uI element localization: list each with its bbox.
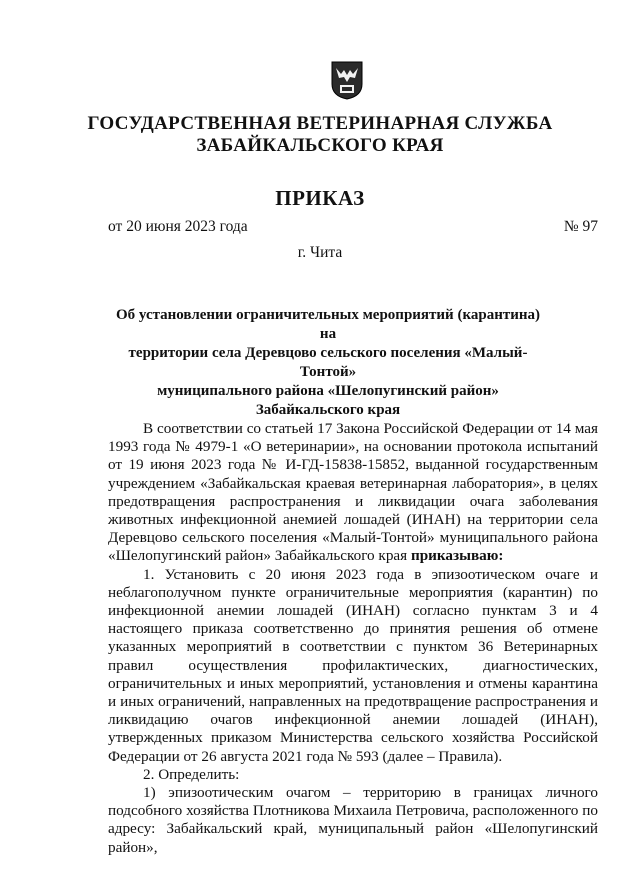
paragraph-item-2: 2. Определить: (143, 765, 240, 783)
order-date: от 20 июня 2023 года (108, 218, 248, 235)
coat-of-arms-icon (330, 60, 364, 100)
preamble-text: В соответствии со статьей 17 Закона Российской Федерации от 14 мая 1993 года № 4979-1 «О ветеринарии», на основании протокола испытаний от 19 июня 2023 года № И-ГД-15838-15852, выданной государственным учреждением «Забайкальская краевая ветеринарная лаборатория», в целях предотвращения распространения и ликвидации очага заболевания животных инфекционной анемией лошадей (ИНАН) на территории села Деревцово сельского поселения «Малый-Тонтой» муниципального района «Шелопугинский район» Забайкальского края (108, 420, 598, 565)
document-title: ПРИКАЗ (275, 186, 365, 210)
subject-line-3: муниципального района «Шелопугинский район» (157, 383, 499, 399)
order-verb: приказываю: (410, 547, 504, 565)
order-subject (110, 306, 546, 420)
subject-line-4: Забайкальского края (255, 402, 401, 418)
subject-line-2: территории села Деревцово сельского поселения «Малый-Тонтой» (128, 345, 528, 380)
order-body (108, 420, 598, 857)
organization-name-line-1: ГОСУДАРСТВЕННАЯ ВЕТЕРИНАРНАЯ СЛУЖБА (87, 113, 553, 134)
order-city: г. Чита (297, 244, 343, 261)
order-number: № 97 (563, 218, 598, 235)
paragraph-preamble (108, 420, 598, 566)
paragraph-item-1: 1. Установить с 20 июня 2023 года в эпизоотическом очаге и неблагополучном пункте ограничительные мероприятия (карантин) по инфекционной анемии лошадей (ИНАН) согласно пунктам 3 и 4 настоящего приказа соответственно до принятия решения об отмене указанных мероприятий в соответствии с пунктом 36 Ветеринарных правил осуществления профилактических, диагностических, ограничительных и иных мероприятий, установления и отмены карантина и иных ограничений, направленных на предотвращение распространения и ликвидацию очагов инфекционной анемии лошадей (ИНАН), утвержденных приказом Министерства сельского хозяйства Российской Федерации от 26 августа 2021 года № 593 (далее – Правила). (108, 565, 598, 765)
organization-name-line-2: ЗАБАЙКАЛЬСКОГО КРАЯ (196, 135, 444, 156)
subject-line-1: Об установлении ограничительных мероприятий (карантина) на (115, 307, 540, 342)
paragraph-item-2-1: 1) эпизоотическим очагом – территорию в границах личного подсобного хозяйства Плотникова Михаила Петровича, расположенного по адресу: Забайкальский край, муниципальный район «Шелопугинский район», (108, 784, 598, 856)
